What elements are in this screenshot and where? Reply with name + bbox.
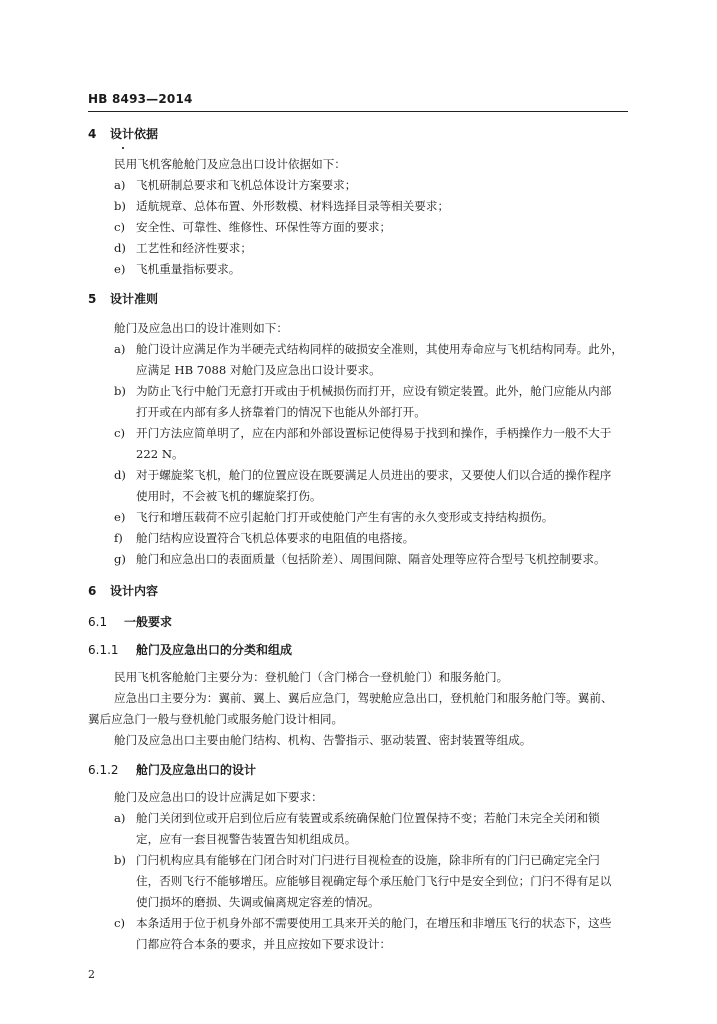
section-number: 6.1.2 <box>88 763 119 777</box>
section-6-1-2-heading <box>88 761 256 778</box>
paragraph: 舱门及应急出口主要由舱门结构、机构、告警指示、驱动装置、密封装置等组成。 <box>114 733 532 747</box>
section-4-intro: 民用飞机客舱舱门及应急出口设计依据如下： <box>114 157 346 171</box>
section-title: 设计准则 <box>110 292 159 306</box>
section-number: 4 <box>88 127 97 141</box>
section-number: 6.1.1 <box>88 643 119 657</box>
list-item: d) 对于螺旋桨飞机，舱门的位置应设在既要满足人员进出的要求，又要使人们以合适的操作程序 使用时，不会被飞机的螺旋桨打伤。 <box>114 468 612 503</box>
paragraph: 应急出口主要分为：翼前、翼上、翼后应急门，驾驶舱应急出口，登机舱门和服务舱门等。翼前、 <box>114 691 613 705</box>
document-id: HB 8493—2014 <box>88 92 193 106</box>
paragraph: 民用飞机客舱舱门主要分为：登机舱门（含门梯合一登机舱门）和服务舱门。 <box>114 670 509 684</box>
list-item: e) 飞行和增压载荷不应引起舱门打开或使舱门产生有害的永久变形或支持结构损伤。 <box>114 510 554 524</box>
list-item: b) 为防止飞行中舱门无意打开或由于机械损伤而打开，应设有锁定装置。此外，舱门应能从内部 打开或在内部有多人挤靠着门的情况下也能从外部打开。 <box>114 384 612 419</box>
section-6-1-heading <box>88 613 172 630</box>
list-item: f) 舱门结构应设置符合飞机总体要求的电阻值的电搭接。 <box>114 531 415 545</box>
stray-mark <box>122 147 124 149</box>
page-number: 2 <box>88 968 95 981</box>
list-item: a) 舱门关闭到位或开启到位后应有装置或系统确保舱门位置保持不变；若舱门未完全关闭和锁 定，应有一套目视警告装置告知机组成员。 <box>114 811 600 846</box>
section-title: 舱门及应急出口的设计 <box>136 763 257 777</box>
list-item: c) 开门方法应简单明了，应在内部和外部设置标记使得易于找到和操作，手柄操作力一般不大于 222 N。 <box>114 426 612 461</box>
list-item: a) 舱门设计应满足作为半硬壳式结构同样的破损安全准则，其使用寿命应与飞机结构同寿。此外， 应满足 HB 7088 对舱门及应急出口设计要求。 <box>114 342 623 377</box>
section-title: 一般要求 <box>124 615 173 629</box>
list-item: a) 飞机研制总要求和飞机总体设计方案要求； <box>114 178 357 192</box>
section-6-1-1-heading <box>88 641 292 658</box>
list-item: c) 安全性、可靠性、维修性、环保性等方面的要求； <box>114 220 392 234</box>
section-6-1-2-intro: 舱门及应急出口的设计应满足如下要求： <box>114 790 323 804</box>
paragraph-continuation: 翼后应急门一般与登机舱门或服务舱门设计相同。 <box>88 712 344 726</box>
section-title: 舱门及应急出口的分类和组成 <box>136 643 293 657</box>
section-number: 5 <box>88 292 97 306</box>
list-item: b) 适航规章、总体布置、外形数模、材料选择目录等相关要求； <box>114 199 450 213</box>
section-6-heading <box>88 582 158 599</box>
list-item: g) 舱门和应急出口的表面质量（包括阶差）、周围间隙、隔音处理等应符合型号飞机控制要求。 <box>114 552 606 566</box>
section-number: 6 <box>88 584 97 598</box>
list-item: d) 工艺性和经济性要求； <box>114 241 252 255</box>
list-item: c) 本条适用于位于机身外部不需要使用工具来开关的舱门，在增压和非增压飞行的状态下，这些 门都应符合本条的要求，并且应按如下要求设计： <box>114 916 612 951</box>
section-4-heading <box>88 125 158 142</box>
header-rule <box>88 111 628 112</box>
section-5-heading <box>88 290 158 307</box>
list-item: e) 飞机重量指标要求。 <box>114 262 241 276</box>
list-item: b) 门闩机构应具有能够在门闭合时对门闩进行目视检查的设施，除非所有的门闩已确定完全闩 住，否则飞行不能够增压。应能够目视确定每个承压舱门飞行中是安全到位；门闩不得有足以 使门损坏的磨损、失调或偏离规定容差的情况。 <box>114 853 612 909</box>
section-title: 设计内容 <box>110 584 159 598</box>
section-title: 设计依据 <box>110 127 159 141</box>
section-5-intro: 舱门及应急出口的设计准则如下： <box>114 321 288 335</box>
section-number: 6.1 <box>88 615 108 629</box>
